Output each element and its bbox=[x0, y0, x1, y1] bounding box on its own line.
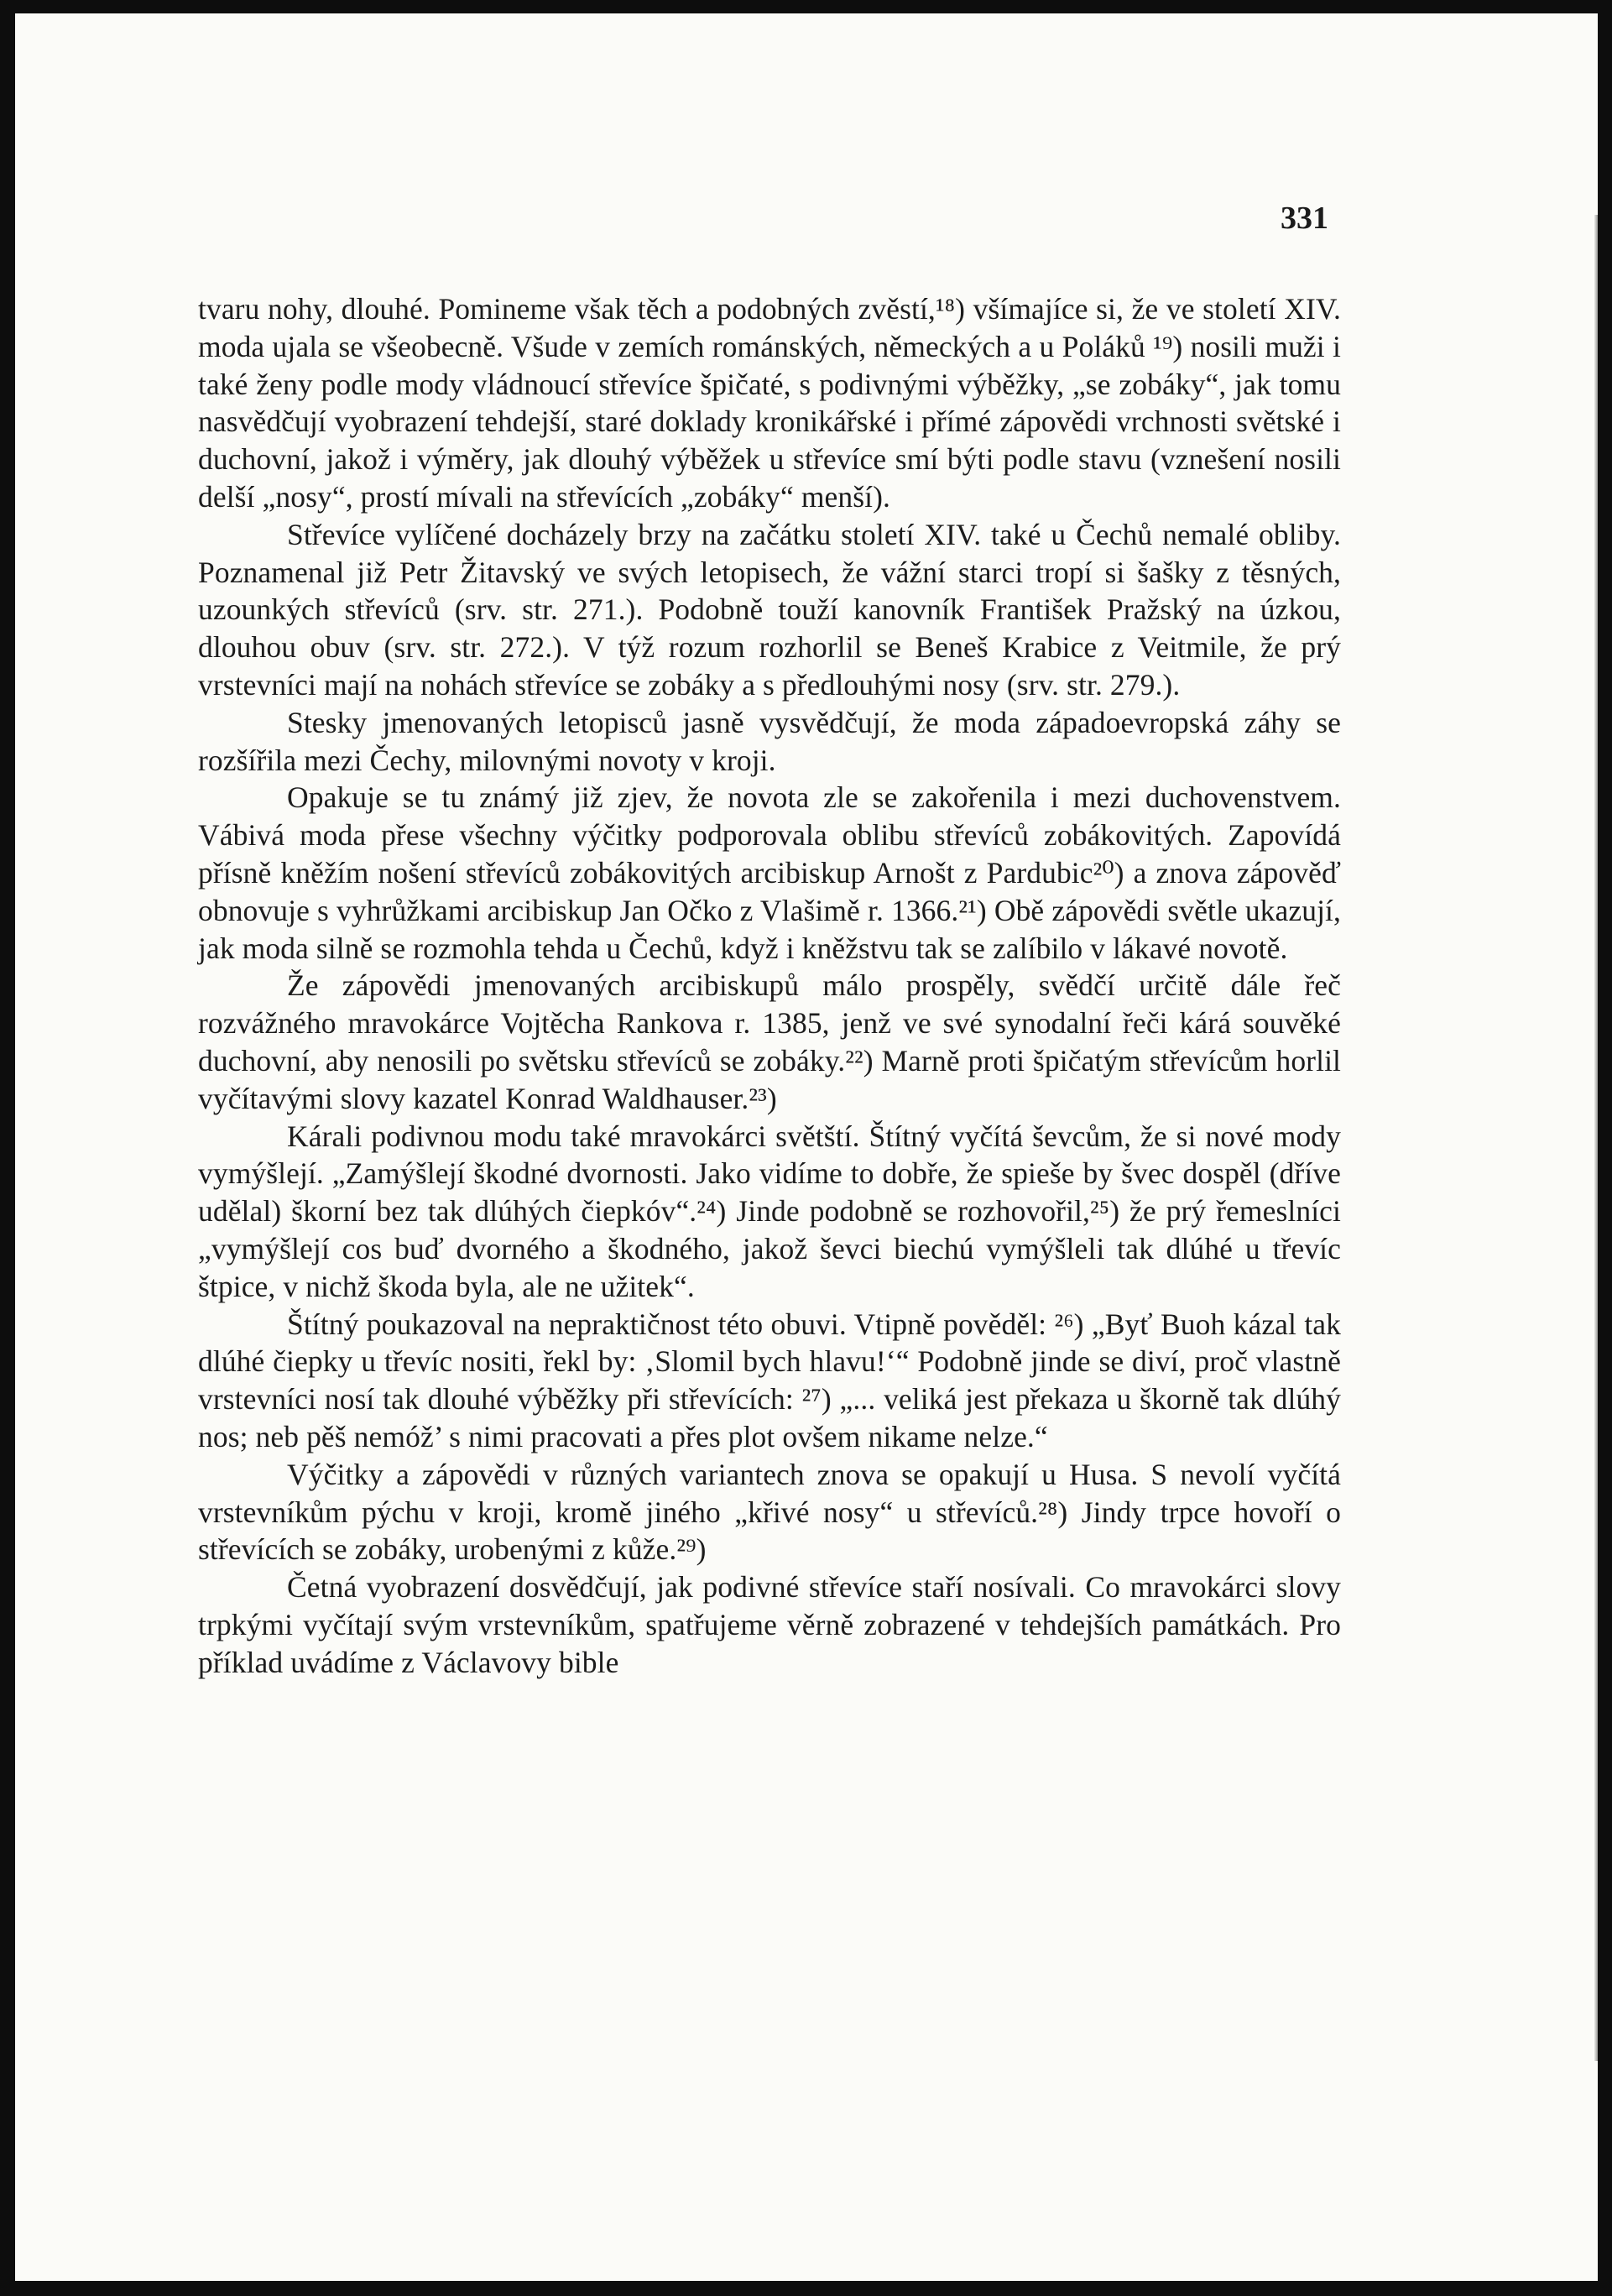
page-number: 331 bbox=[1281, 201, 1328, 236]
paragraph: Četná vyobrazení dosvědčují, jak podivné střevíce staří nosívali. Co mravokárci slovy trpkými vyčítají svým vrstevníkům, spatřujeme věrně zobrazené v tehdejších památkách. Pro příklad uvádíme z Václavovy bible bbox=[198, 1570, 1341, 1679]
paragraph: Výčitky a zápovědi v různých variantech znova se opakují u Husa. S nevolí vyčítá vrstevníkům pýchu v kroji, kromě jiného „křivé nosy“ u střevíců.²⁸) Jindy trpce hovoří o střevících se zobáky, urobenými z kůže.²⁹) bbox=[198, 1457, 1341, 1567]
book-page bbox=[15, 13, 1598, 2281]
paragraph: Stesky jmenovaných letopisců jasně vysvědčují, že moda západoevropská záhy se rozšířila mezi Čechy, milovnými novoty v kroji. bbox=[198, 705, 1341, 777]
paragraph: tvaru nohy, dlouhé. Pomineme však těch a podobných zvěstí,¹⁸) všímajíce si, že ve století XIV. moda ujala se všeobecně. Všude v zemích románských, německých a u Poláků ¹⁹) nosili muži i také ženy podle mody vládnoucí střevíce špičaté, s podivnými výběžky, „se zobáky“, jak tomu nasvědčují vyobrazení tehdejší, staré doklady kronikářské i přímé zápovědi vrchnosti světské i duchovní, jakož i výměry, jak dlouhý výběžek u střevíce smí býti podle stavu (vznešení nosili delší „nosy“, prostí mívali na střevících „zobáky“ menší). bbox=[198, 292, 1341, 514]
body-text bbox=[198, 290, 1341, 1681]
paragraph: Štítný poukazoval na nepraktičnost této obuvi. Vtipně pověděl: ²⁶) „Byť Buoh kázal tak dlúhé čiepky u třevíc nositi, řekl by: ‚Slomil bych hlavu!‘“ Podobně jinde se diví, proč vlastně vrstevníci nosí tak dlouhé výběžky při střevících: ²⁷) „... veliká jest překaza u škorně tak dlúhý nos; neb pěš nemóž’ s nimi pracovati a přes plot ovšem nikame nelze.“ bbox=[198, 1307, 1341, 1453]
paragraph: Opakuje se tu známý již zjev, že novota zle se zakořenila i mezi duchovenstvem. Vábivá moda přese všechny výčitky podporovala oblibu střevíců zobákovitých. Zapovídá přísně kněžím nošení střevíců zobákovitých arcibiskup Arnošt z Pardubic²⁰) a znova zápověď obnovuje s vyhrůžkami arcibiskup Jan Očko z Vlašimě r. 1366.²¹) Obě zápovědi světle ukazují, jak moda silně se rozmohla tehda u Čechů, když i kněžstvu tak se zalíbilo v lákavé novotě. bbox=[198, 780, 1341, 965]
paragraph: Kárali podivnou modu také mravokárci světští. Štítný vyčítá ševcům, že si nové mody vymýšlejí. „Zamýšlejí škodné dvornosti. Jako vidíme to dobře, že spieše by švec dospěl (dříve udělal) škorní bez tak dlúhých čiepkóv“.²⁴) Jinde podobně se rozhovořil,²⁵) že prý řemeslníci „vymýšlejí cos buď dvorného a škodného, jakož ševci biechú vymýšleli tak dlúhé u třevíc štpice, v nichž škoda byla, ale ne užitek“. bbox=[198, 1119, 1341, 1303]
paragraph: Že zápovědi jmenovaných arcibiskupů málo prospěly, svědčí určitě dále řeč rozvážného mravokárce Vojtěcha Rankova r. 1385, jenž ve své synodalní řeči kárá souvěké duchovní, aby nenosili po světsku střevíců se zobáky.²²) Marně proti špičatým střevícům horlil vyčítavými slovy kazatel Konrad Waldhauser.²³) bbox=[198, 968, 1341, 1115]
binding-edge-shadow bbox=[1594, 215, 1598, 2061]
paragraph: Střevíce vylíčené docházely brzy na začátku století XIV. také u Čechů nemalé obliby. Poznamenal již Petr Žitavský ve svých letopisech, že vážní starci tropí si šašky z těsných, uzounkých střevíců (srv. str. 271.). Podobně touží kanovník František Pražský na úzkou, dlouhou obuv (srv. str. 272.). V týž rozum rozhorlil se Beneš Krabice z Veitmile, že prý vrstevníci mají na nohách střevíce se zobáky a s předlouhými nosy (srv. str. 279.). bbox=[198, 517, 1341, 702]
